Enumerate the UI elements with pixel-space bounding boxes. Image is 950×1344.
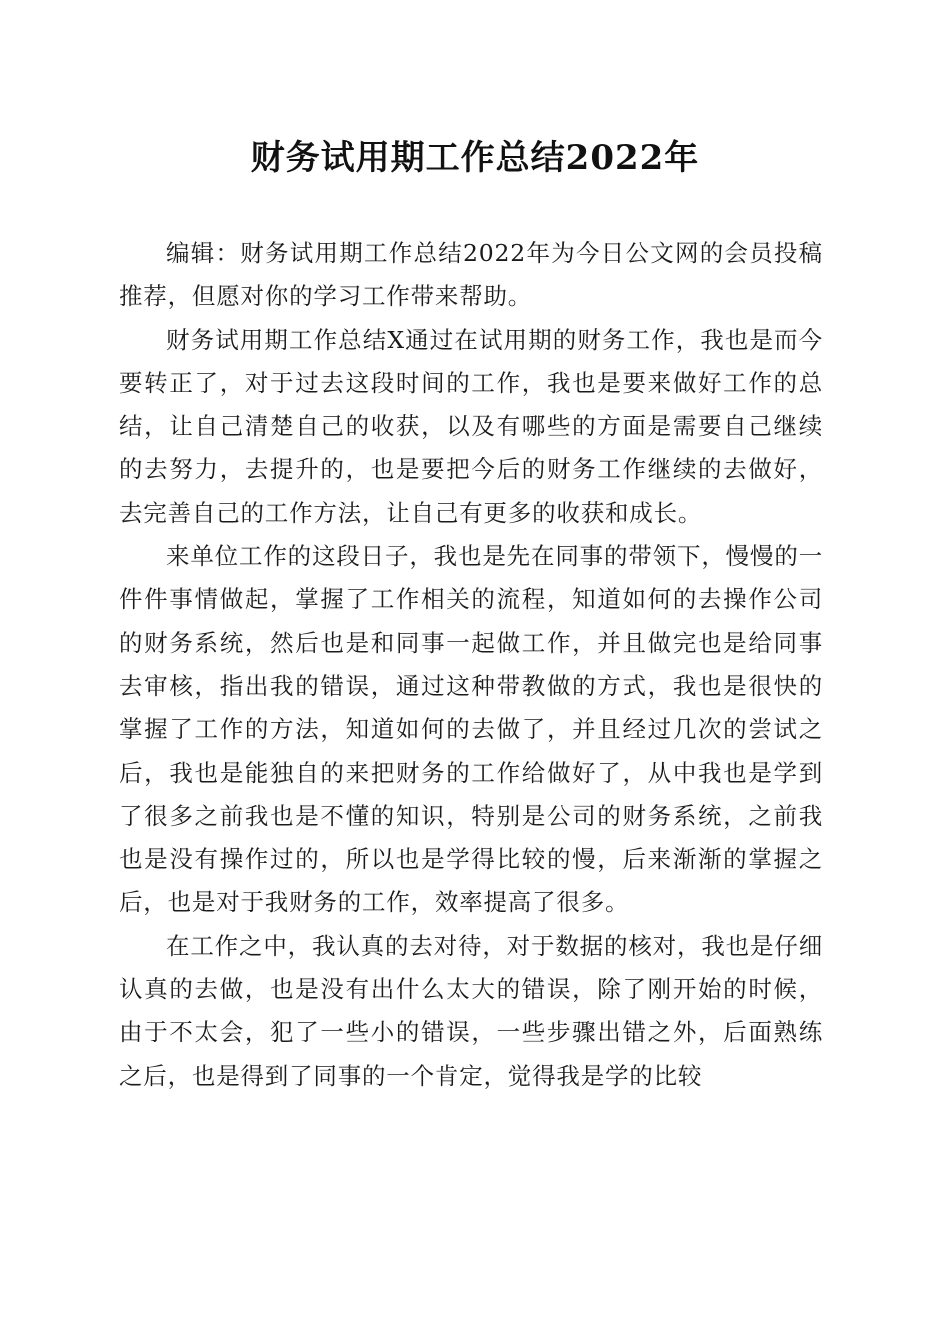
- paragraph-2: 来单位工作的这段日子，我也是先在同事的带领下，慢慢的一件件事情做起，掌握了工作相关的流程，知道如何的去操作公司的财务系统，然后也是和同事一起做工作，并且做完也是给同事去审核，指出我的错误，通过这种带教做的方式，我也是很快的掌握了工作的方法，知道如何的去做了，并且经过几次的尝试之后，我也是能独自的来把财务的工作给做好了，从中我也是学到了很多之前我也是不懂的知识，特别是公司的财务系统，之前我也是没有操作过的，所以也是学得比较的慢，后来渐渐的掌握之后，也是对于我财务的工作，效率提高了很多。: [119, 542, 823, 917]
- paragraph-1: 财务试用期工作总结X通过在试用期的财务工作，我也是而今要转正了，对于过去这段时间的工作，我也是要来做好工作的总结，让自己清楚自己的收获，以及有哪些的方面是需要自己继续的去努力，去提升的，也是要把今后的财务工作继续的去做好，去完善自己的工作方法，让自己有更多的收获和成长。: [119, 325, 823, 527]
- paragraph-intro: 编辑：财务试用期工作总结2022年为今日公文网的会员投稿推荐，但愿对你的学习工作带来帮助。: [119, 239, 823, 311]
- paragraph-3: 在工作之中，我认真的去对待，对于数据的核对，我也是仔细认真的去做，也是没有出什么太大的错误，除了刚开始的时候，由于不太会，犯了一些小的错误，一些步骤出错之外，后面熟练之后，也是得到了同事的一个肯定，觉得我是学的比较: [119, 931, 823, 1090]
- document-title: 财务试用期工作总结2022年: [250, 138, 700, 178]
- document-body: [119, 232, 823, 1098]
